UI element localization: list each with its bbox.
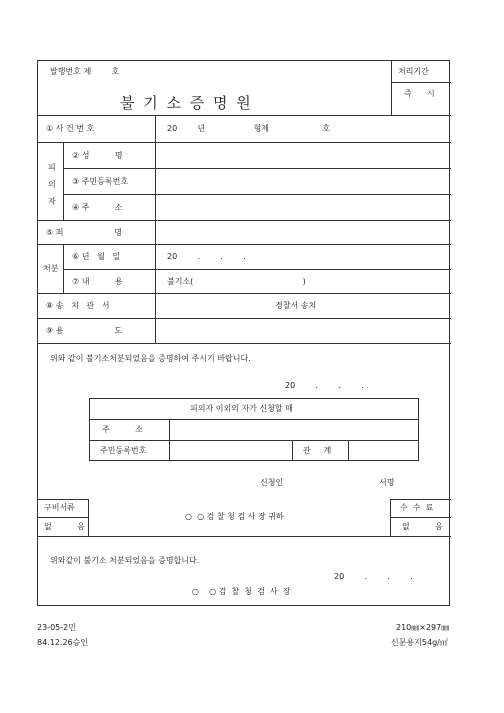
divider: [390, 517, 451, 518]
disposition-label: 처분: [43, 264, 59, 273]
divider: [391, 82, 451, 83]
divider: [390, 499, 451, 500]
disposition-content-value: 불기소( ): [167, 277, 306, 286]
divider: [391, 61, 392, 115]
divider: [63, 269, 451, 270]
certificate-form: [37, 60, 450, 606]
required-documents-label: 구비서류: [44, 503, 75, 512]
divider: [38, 318, 451, 319]
paper-type: 신문용지54g/㎡: [391, 638, 448, 647]
case-number-label: ① 사 건 번 호: [46, 124, 95, 133]
approval-date: 84.12.26승인: [37, 638, 89, 647]
signature-label: 서명: [379, 478, 395, 487]
police-office-label: ⑧ 송 치 관 서: [46, 301, 110, 310]
suspect-label: 피 의 자: [48, 163, 56, 206]
form-code: 23-05-2민: [37, 623, 76, 632]
relation-label: 관 계: [303, 446, 332, 455]
case-number-value: 20 년 형제 호: [167, 124, 331, 133]
divider: [90, 440, 418, 441]
divider: [38, 293, 451, 294]
divider: [348, 440, 349, 460]
divider: [169, 419, 170, 460]
divider: [38, 244, 451, 245]
divider: [38, 115, 451, 116]
applicant-label: 신청인: [260, 478, 284, 487]
disposition-content-label: ⑦ 내 용: [72, 277, 123, 286]
issue-number: 발행번호 제 호: [50, 67, 120, 76]
certificate-issuer: ○ ○ 검 찰 청 검 사 장: [192, 587, 291, 596]
disposition-date-value: 20 . . .: [167, 252, 246, 261]
divider: [88, 499, 89, 536]
request-statement: 위와 같이 불기소처분되었음을 증명하여 주시기 바랍니다.: [50, 354, 251, 363]
divider: [63, 168, 451, 169]
divider: [63, 194, 451, 195]
resident-number-label: ③ 주민등록번호: [72, 177, 129, 186]
divider: [38, 517, 88, 518]
divider: [38, 220, 451, 221]
police-office-value: 경찰서 송치: [275, 301, 317, 310]
certificate-statement: 위와같이 불기소 처분되었음을 증명합니다.: [50, 556, 200, 565]
divider: [38, 343, 451, 344]
addressee: ○ ○ 검 찰 청 검 사 장 귀하: [185, 512, 284, 521]
divider: [38, 499, 88, 500]
form-title: 불 기 소 증 명 원: [120, 94, 253, 112]
fee-label: 수 수 료: [400, 503, 434, 512]
name-label: ② 성 명: [72, 151, 123, 160]
processing-period-value: 즉 시: [404, 89, 435, 98]
address-label: ④ 주 소: [72, 203, 123, 212]
divider: [38, 142, 451, 143]
request-date: 20 . . .: [285, 381, 364, 390]
divider: [90, 419, 418, 420]
purpose-label: ⑨ 용 도: [46, 326, 123, 335]
third-party-address-label: 주 소: [102, 425, 143, 434]
third-party-applicant-box: [89, 398, 419, 461]
divider: [155, 115, 156, 343]
charge-label: ⑤ 죄 명: [46, 228, 123, 237]
certificate-date: 20 . . .: [334, 572, 413, 581]
required-documents-value: 없 음: [44, 522, 85, 531]
divider: [63, 244, 64, 293]
third-party-resident-number-label: 주민등록번호: [100, 446, 147, 455]
processing-period-label: 처리기간: [398, 67, 429, 76]
divider: [38, 536, 451, 537]
fee-value: 없 음: [402, 522, 443, 531]
divider: [63, 142, 64, 220]
disposition-date-label: ⑥ 년 월 일: [72, 252, 121, 261]
paper-size: 210㎜×297㎜: [396, 623, 450, 632]
third-party-title: 피의자 이외의 자가 신청할 때: [190, 404, 293, 413]
divider: [292, 440, 293, 460]
